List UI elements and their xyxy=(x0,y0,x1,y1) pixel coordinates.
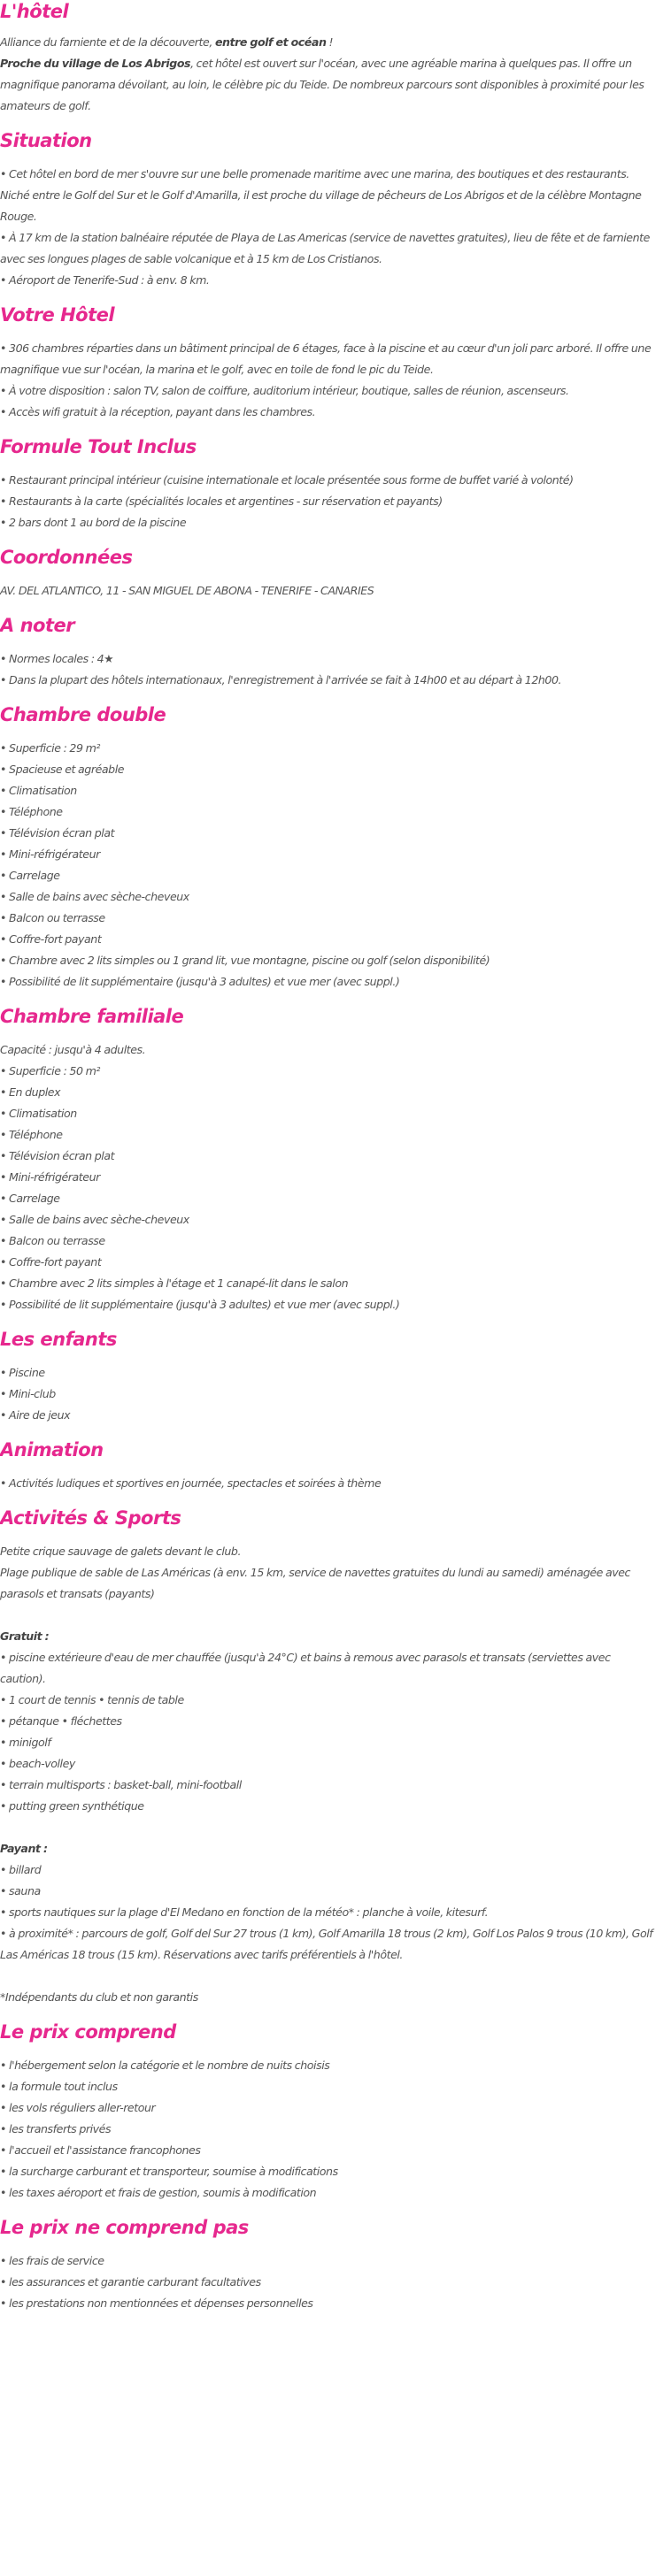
section-title-hotel: L'hôtel xyxy=(0,1,69,22)
list-item: • À 17 km de la station balnéaire réputée de Playa de Las Americas (service de navettes gratuites), lieu de fête et de farniente avec ses longues plages de sable volcanique et à 15 km de Los Cristianos. xyxy=(0,231,650,265)
hotel-intro-bold: entre golf et océan xyxy=(214,35,327,49)
list-item: • Téléphone xyxy=(0,1128,63,1141)
list-item: • Mini-réfrigérateur xyxy=(0,847,100,861)
section-chambre-double xyxy=(0,703,658,993)
formule-list xyxy=(0,470,658,533)
section-title-animation: Animation xyxy=(0,1439,104,1460)
list-item: • l'hébergement selon la catégorie et le nombre de nuits choisis xyxy=(0,2058,330,2072)
section-title-coordonnees: Coordonnées xyxy=(0,547,133,568)
list-item: • Accès wifi gratuit à la réception, payant dans les chambres. xyxy=(0,405,316,418)
list-item: • Dans la plupart des hôtels internationaux, l'enregistrement à l'arrivée se fait à 14h00 et au départ à 12h00. xyxy=(0,673,562,686)
list-item: • les frais de service xyxy=(0,2254,104,2267)
list-item: • Aéroport de Tenerife-Sud : à env. 8 km. xyxy=(0,273,210,287)
list-item: • Cet hôtel en bord de mer s'ouvre sur une belle promenade maritime avec une marina, des boutiques et des restaurants. Niché entre le Golf del Sur et le Golf d'Amarilla, il est proche du village de pêcheurs de Los Abrigos et de la célèbre Montagne Rouge. xyxy=(0,167,642,223)
section-prix-ne-comprend xyxy=(0,2216,658,2314)
list-item: • putting green synthétique xyxy=(0,1799,144,1813)
list-item: • Télévision écran plat xyxy=(0,1149,115,1162)
list-item: • À votre disposition : salon TV, salon de coiffure, auditorium intérieur, boutique, salles de réunion, ascenseurs. xyxy=(0,384,569,397)
list-item: • les taxes aéroport et frais de gestion, soumis à modification xyxy=(0,2186,317,2199)
section-votre-hotel xyxy=(0,303,658,423)
section-activites xyxy=(0,1506,658,2008)
list-item: • Possibilité de lit supplémentaire (jusqu'à 3 adultes) et vue mer (avec suppl.) xyxy=(0,975,400,988)
list-item: • les vols réguliers aller-retour xyxy=(0,2101,156,2114)
hotel-intro-text: Alliance du farniente et de la découverte, xyxy=(0,35,215,49)
payant-label-text: Payant : xyxy=(0,1842,48,1855)
hotel-intro xyxy=(0,32,658,53)
list-item: • Normes locales : 4★ xyxy=(0,652,114,665)
list-item: • 2 bars dont 1 au bord de la piscine xyxy=(0,516,187,529)
chambre-familiale-list xyxy=(0,1039,658,1315)
list-item: • Aire de jeux xyxy=(0,1408,71,1422)
list-item: • Superficie : 29 m² xyxy=(0,741,101,755)
list-item: • la surcharge carburant et transporteur, soumise à modifications xyxy=(0,2165,338,2178)
list-item: • Balcon ou terrasse xyxy=(0,1234,105,1247)
section-title-a-noter: A noter xyxy=(0,615,75,636)
list-item: • Restaurant principal intérieur (cuisine internationale et locale présentée sous forme de buffet varié à volonté) xyxy=(0,473,574,487)
list-item: • sauna xyxy=(0,1884,41,1898)
section-prix-comprend xyxy=(0,2020,658,2204)
list-item: • sports nautiques sur la plage d'El Medano en fonction de la météo* : planche à voile, kitesurf. xyxy=(0,1905,489,1919)
section-title-chambre-double: Chambre double xyxy=(0,704,166,725)
gratuit-list xyxy=(0,1647,658,1817)
list-item: • Climatisation xyxy=(0,1107,77,1120)
list-item: • Chambre avec 2 lits simples à l'étage et 1 canapé-lit dans le salon xyxy=(0,1276,349,1290)
list-item: • Superficie : 50 m² xyxy=(0,1064,101,1077)
activites-footnote: *Indépendants du club et non garantis xyxy=(0,1990,198,2004)
hotel-paragraph xyxy=(0,53,658,117)
hotel-intro-end: ! xyxy=(326,35,334,49)
hotel-paragraph-bold: Proche du village de Los Abrigos xyxy=(0,57,191,70)
list-item: • Mini-club xyxy=(0,1387,56,1400)
activites-intro: Plage publique de sable de Las Américas (à env. 15 km, service de navettes gratuites du lundi au samedi) aménagée avec parasols et transats (payants) xyxy=(0,1566,630,1600)
votre-hotel-list xyxy=(0,338,658,423)
hotel-address: AV. DEL ATLANTICO, 11 - SAN MIGUEL DE ABONA - TENERIFE - CANARIES xyxy=(0,584,374,597)
list-item: • terrain multisports : basket-ball, mini-football xyxy=(0,1778,242,1791)
section-title-enfants: Les enfants xyxy=(0,1329,117,1350)
prix-ne-comprend-list xyxy=(0,2250,658,2314)
section-enfants xyxy=(0,1328,658,1426)
section-a-noter xyxy=(0,614,658,691)
gratuit-label xyxy=(0,1626,658,1647)
payant-list xyxy=(0,1859,658,1966)
list-item: • Piscine xyxy=(0,1366,45,1379)
situation-list xyxy=(0,164,658,291)
section-situation xyxy=(0,129,658,291)
list-item: • les assurances et garantie carburant facultatives xyxy=(0,2275,261,2288)
list-item: • pétanque • fléchettes xyxy=(0,1714,122,1728)
list-item: • Climatisation xyxy=(0,784,77,797)
list-item: • Spacieuse et agréable xyxy=(0,763,125,776)
a-noter-list xyxy=(0,648,658,691)
gratuit-label-text: Gratuit : xyxy=(0,1629,50,1643)
section-chambre-familiale xyxy=(0,1005,658,1315)
section-title-activites: Activités & Sports xyxy=(0,1507,181,1529)
enfants-list xyxy=(0,1362,658,1426)
list-item: • les transferts privés xyxy=(0,2122,112,2135)
list-item: • Carrelage xyxy=(0,869,60,882)
prix-comprend-list xyxy=(0,2055,658,2204)
section-formule xyxy=(0,435,658,533)
list-item: • Restaurants à la carte (spécialités locales et argentines - sur réservation et payants) xyxy=(0,494,443,508)
list-item: • l'accueil et l'assistance francophones xyxy=(0,2143,201,2157)
list-item: Capacité : jusqu'à 4 adultes. xyxy=(0,1043,146,1056)
section-title-chambre-familiale: Chambre familiale xyxy=(0,1006,184,1027)
list-item: • piscine extérieure d'eau de mer chauffée (jusqu'à 24°C) et bains à remous avec parasols et transats (serviettes avec caution). xyxy=(0,1651,611,1685)
list-item: • à proximité* : parcours de golf, Golf del Sur 27 trous (1 km), Golf Amarilla 18 trous (2 km), Golf Los Palos 9 trous (10 km), Golf Las Américas 18 trous (15 km). Réservations avec tarifs préférentiels à l'hôtel. xyxy=(0,1927,653,1961)
section-hotel xyxy=(0,0,658,117)
list-item: • Salle de bains avec sèche-cheveux xyxy=(0,890,189,903)
list-item: • Coffre-fort payant xyxy=(0,932,102,946)
list-item: • En duplex xyxy=(0,1085,61,1099)
list-item: • les prestations non mentionnées et dépenses personnelles xyxy=(0,2296,313,2310)
list-item: • 306 chambres réparties dans un bâtiment principal de 6 étages, face à la piscine et au cœur d'un joli parc arboré. Il offre une magnifique vue sur l'océan, la marina et le golf, avec en toile de fond le pic du Teide. xyxy=(0,341,652,376)
section-title-situation: Situation xyxy=(0,130,92,151)
section-title-votre-hotel: Votre Hôtel xyxy=(0,304,115,326)
section-title-prix-ne-comprend: Le prix ne comprend pas xyxy=(0,2217,249,2238)
section-animation xyxy=(0,1438,658,1494)
hotel-paragraph-text: , cet hôtel est ouvert sur l'océan, avec une agréable marina à quelques pas. Il offre un magnifique panorama dévoilant, au loin, le célèbre pic du Teide. De nombreux parcours sont disponibles à proximité pour les amateurs de golf. xyxy=(0,57,644,112)
list-item: • Téléphone xyxy=(0,805,63,818)
list-item: • Mini-réfrigérateur xyxy=(0,1170,100,1184)
list-item: • Coffre-fort payant xyxy=(0,1255,102,1269)
section-title-prix-comprend: Le prix comprend xyxy=(0,2021,176,2043)
activites-content xyxy=(0,1541,658,2008)
list-item: • beach-volley xyxy=(0,1757,75,1770)
list-item: • Chambre avec 2 lits simples ou 1 grand lit, vue montagne, piscine ou golf (selon disponibilité) xyxy=(0,954,490,967)
list-item: • minigolf xyxy=(0,1736,51,1749)
section-title-formule: Formule Tout Inclus xyxy=(0,436,197,457)
list-item: • Salle de bains avec sèche-cheveux xyxy=(0,1213,189,1226)
list-item: • 1 court de tennis • tennis de table xyxy=(0,1693,184,1706)
section-coordonnees xyxy=(0,546,658,602)
list-item: • Activités ludiques et sportives en journée, spectacles et soirées à thème xyxy=(0,1476,382,1490)
list-item: • Télévision écran plat xyxy=(0,826,115,840)
list-item: • Carrelage xyxy=(0,1192,60,1205)
list-item: • la formule tout inclus xyxy=(0,2080,118,2093)
list-item: • Balcon ou terrasse xyxy=(0,911,105,924)
list-item: • billard xyxy=(0,1863,42,1876)
chambre-double-list xyxy=(0,738,658,993)
payant-label xyxy=(0,1838,658,1859)
activites-intro: Petite crique sauvage de galets devant le club. xyxy=(0,1545,242,1558)
animation-list xyxy=(0,1473,658,1494)
list-item: • Possibilité de lit supplémentaire (jusqu'à 3 adultes) et vue mer (avec suppl.) xyxy=(0,1298,400,1311)
